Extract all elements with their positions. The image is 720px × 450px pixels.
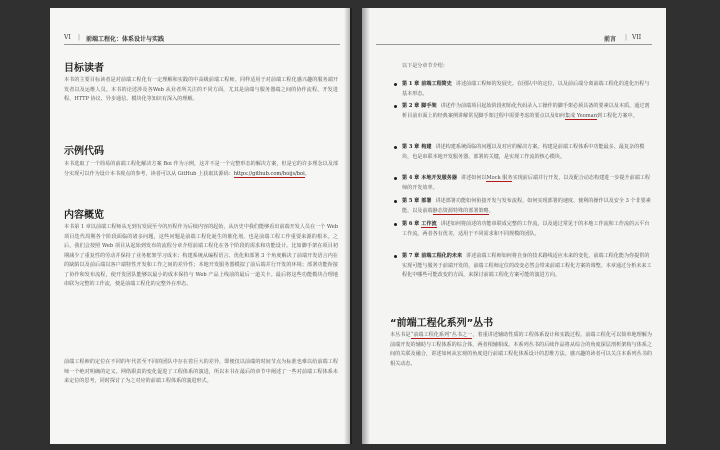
right-page [362, 8, 666, 444]
section-heading-sample-code: 示例代码 [64, 146, 104, 157]
bullet-icon [394, 146, 397, 149]
section-heading-audience: 目标读者 [64, 63, 104, 74]
chapter-item: 第 2 章 脚手架 讲述作为前端项目起始阶段初始化代码录入工操作的脚手架必须具备的要素以及本质。通过剖析目前市面上的经典案例讲解常见脚手架过程中需要考虑的要点以及如何集成 Yeoman到工程化方案中。 [402, 102, 652, 121]
header-separator: | [625, 34, 628, 41]
header-separator: | [78, 34, 81, 41]
bullet-icon [394, 255, 397, 258]
right-gutter-shadow [362, 8, 370, 444]
section-heading-overview: 内容概览 [64, 210, 104, 221]
chapter-item: 第 4 章 本地开发服务器 讲述如何以Mock 服务实现前后端并行开发，以及配合动态构建进一步提升前端工程师的开发效率。 [402, 174, 652, 193]
section-heading-series: “前端工程化系列”丛书 [390, 318, 494, 329]
bullet-icon [394, 177, 397, 180]
chapter-intro: 以下是分章节介绍： [402, 63, 448, 69]
chapter-item: 第 1 章 前端工程简史 讲述前端工程师的发展史。在团队中的定位，以及前后端分离前端工程化的进化历程与基本形态。 [402, 80, 652, 99]
left-running-title: 前端工程化：体系设计与实践 [86, 36, 165, 43]
right-running-title: 前言 [604, 36, 617, 43]
chapter-item: 第 6 章 工作流 讲述如何将前述的功能串联成完整的工作流，以及通过常见于的本地工作流和工作流的云平台工作流，两者各有优劣，适用于不同需求和不同规模的团队。 [402, 220, 652, 239]
sample-code-paragraph: 本书选取了一个简易的前端工程化解决方案 Boi 作为示例，这并不是一个完整形态的解决方案，但是它的许多理念以及部分实现可以作为设计本书观点的参考，读者可以从 GitHub 上获取其源码：https://github.com/boijs/boi。 [64, 161, 338, 177]
left-page-number: VI [64, 34, 71, 41]
bullet-icon [394, 105, 397, 108]
audience-paragraph: 本书的主要目标读者是对前端工程化有一定理解和实践的中高级前端工程师。同样适用于对前端工程化感兴趣的服务端开发者以及运维人员。本书的论述涉及各Web 从业者所关注的不同方面，尤其是前端与服务器端之间的协作流程、开发进程、HTTP 协议、异步通信、模块化等知识有深入的理解。 [64, 77, 338, 102]
bullet-icon [394, 223, 397, 226]
bullet-icon [394, 83, 397, 86]
header-rule [64, 44, 340, 45]
left-gutter-shadow [344, 8, 352, 444]
chapter-item: 第 7 章 前端工程化的未来 讲述前端工程师如何将自身的技术路线适应未来的变化，前端工程化能为你提供的实现可能与服务于前端开发的，前端工程师定位的改变必然会带来前端工程化方案的调整。本章通过分析未来工程化中哪些可能改变的方面，来探讨前端工程化方案可能的演进方向。 [402, 252, 652, 281]
chapter-item: 第 3 章 构建 讲述构建系统面临的问题以及对应的解决方案。构建是前端工程体系中功能最多、最复杂的模块，也是串联本地开发服务器、部署的关键，是实现工作流的核心模块。 [402, 143, 652, 162]
github-link[interactable]: https://github.com/boijs/boi [233, 170, 305, 177]
right-page-number: VII [632, 34, 642, 41]
series-paragraph: 本丛书是“前端工程化系列”丛书之一，着重讲述辅助性质的工程体系设计和实践过程。前端工程化可以简单地理解为前端开发的辅助与工程体系的综合体，两者相辅相成。本系列丛书的后续作品将从综合的角度深层剖析架构与体系之间的关联及融合，讲述如何从宏观的角度进行前端工程化体系设计的思维方法。感兴趣的读者可以关注本系列丛书的相关动态。 [390, 332, 652, 367]
overview-paragraph: 本书第 1 章以前端工程师从无到有发展至今的历程作为后续内容的起始，从历史中我们能够看出前端开发人员在一个 Web 项目迭代周期各个阶段面临的诸多问题，这些问题是前端工程化诞生的催化剂，也是前端工程工作重要来源的根本。之后，我们会按照 Web 项目从起始到发布的流程分章介绍前端工程化在各个阶段的需求和功能设计。比如脚手架在项目初期减少了重复性的劳动并保持了业务框架学习成本；构建系统从编程语言、优化和部署 3 个角度解决了前端开发语言内在的缺陷以及前后端以客户端特性开发和工作之间的差异性；本地开发服务器模拟了前后端并行开发的环境；部署功能衔接了协作和发布流程，使开发团队能够以最小的成本保持与 Web 产品上线前的最后一道关卡。最后将这些功能模块合理地串联为完整的工作流，便是前端工程化的完整外在形态。 [64, 224, 338, 287]
header-rule [376, 44, 652, 45]
bullet-icon [394, 200, 397, 203]
chapter-item: 第 5 章 部署 讲述部署功能如何衔接开发与发布流程，如何实现部署的速度、便利的操作以及安全 3 个非要素能，以及前端静态资源特殊的部署策略。 [402, 197, 652, 216]
positioning-paragraph: 前端工程师的定位在不同的年代甚至不同的团队中存在着巨大的差异，即便仅以前端的时间节点为标准也难以给前端工程师一个绝对明确的定义。网络职责的变化促进了工程体系的演进，所以本书在最后的章节中阐述了一些对前端工程体系未来定位的思考，同时探讨了为之对应的前端工程体系的演进形式。 [64, 359, 338, 384]
left-page [50, 8, 350, 444]
